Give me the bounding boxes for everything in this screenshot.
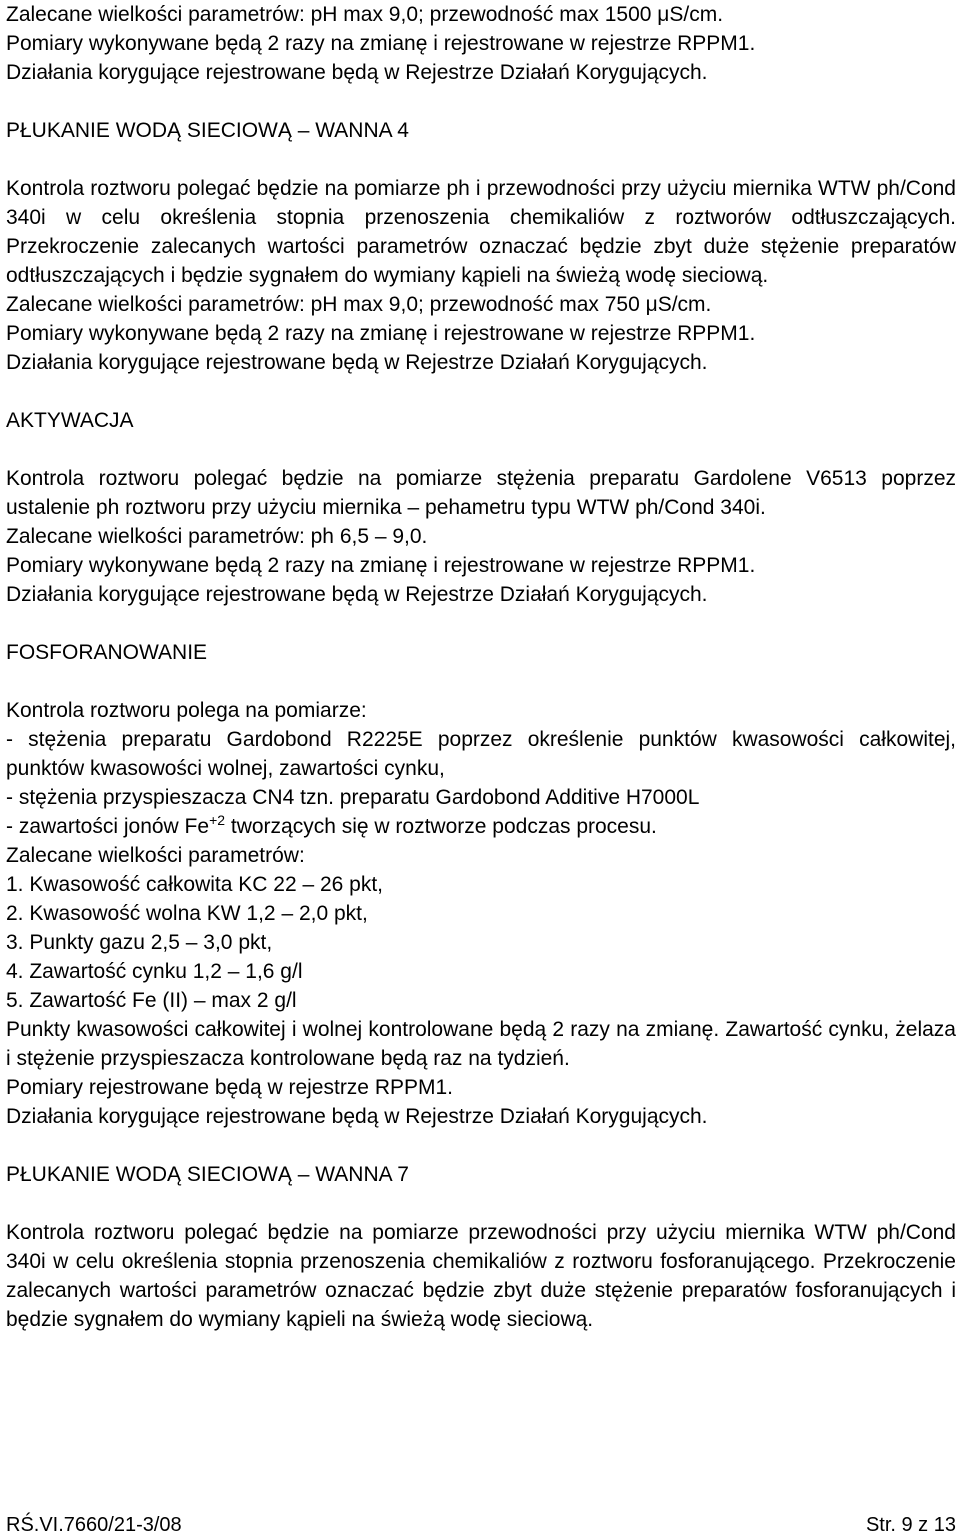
phosphating-bullet-iron-ions [6, 812, 956, 841]
intro-measurements: Pomiary wykonywane będą 2 razy na zmianę i rejestrowane w rejestrze RPPM1. [6, 32, 756, 55]
phosphating-bullet-concentration: - stężenia preparatu Gardobond R2225E poprzez określenie punktów kwasowości całkowitej, punktów kwasowości wolnej, zawartości cynku, [6, 728, 956, 780]
activation-measurements: Pomiary wykonywane będą 2 razy na zmianę i rejestrowane w rejestrze RPPM1. [6, 554, 756, 577]
activation-body: Kontrola roztworu polegać będzie na pomiarze stężenia preparatu Gardolene V6513 poprzez ustalenie ph roztworu przy użyciu miernika – pehametru typu WTW ph/Cond 340i. [6, 467, 956, 519]
page-number: Str. 9 z 13 [865, 1514, 956, 1536]
param-item-iron: 5. Zawartość Fe (II) – max 2 g/l [6, 989, 297, 1012]
rinse-tank-4-params: Zalecane wielkości parametrów: pH max 9,0; przewodność max 750 μS/cm. [6, 293, 712, 316]
param-item-gas-points: 3. Punkty gazu 2,5 – 3,0 pkt, [6, 931, 273, 954]
rinse-tank-4-corrective-actions: Działania korygujące rejestrowane będą w Rejestrze Działań Korygujących. [6, 351, 708, 374]
section-heading-rinse-tank-4: PŁUKANIE WODĄ SIECIOWĄ – WANNA 4 [6, 119, 409, 142]
rinse-tank-7-body: Kontrola roztworu polegać będzie na pomiarze przewodności przy użyciu miernika WTW ph/Cond 340i w celu określenia stopnia przenoszenia chemikaliów z roztworu fosforanującego. Przekroczenie zalecanych wartości parametrów oznaczać będzie zbyt duże stężenie preparatów fosforanujących i będzie sygnałem do wymiany kąpieli na świeżą wodę sieciową. [6, 1221, 956, 1331]
document-page [6, 0, 956, 1334]
phosphating-params-label: Zalecane wielkości parametrów: [6, 844, 305, 867]
param-item-zinc: 4. Zawartość cynku 1,2 – 1,6 g/l [6, 960, 303, 983]
rinse-tank-4-measurements: Pomiary wykonywane będą 2 razy na zmianę i rejestrowane w rejestrze RPPM1. [6, 322, 756, 345]
document-reference: RŚ.VI.7660/21-3/08 [6, 1514, 182, 1536]
page-footer [6, 1513, 956, 1537]
phosphating-intro: Kontrola roztworu polega na pomiarze: [6, 699, 367, 722]
param-item-total-acidity: 1. Kwasowość całkowita KC 22 – 26 pkt, [6, 873, 384, 896]
section-heading-phosphating: FOSFORANOWANIE [6, 641, 208, 664]
iron-ions-text-end: tworzących się w roztworze podczas procesu. [225, 815, 657, 838]
intro-corrective-actions: Działania korygujące rejestrowane będą w Rejestrze Działań Korygujących. [6, 61, 708, 84]
section-heading-activation: AKTYWACJA [6, 409, 134, 432]
iron-charge-superscript: +2 [209, 812, 226, 828]
iron-ions-text: - zawartości jonów Fe [6, 815, 210, 838]
section-heading-rinse-tank-7: PŁUKANIE WODĄ SIECIOWĄ – WANNA 7 [6, 1163, 409, 1186]
phosphating-measurements: Pomiary rejestrowane będą w rejestrze RPPM1. [6, 1076, 454, 1099]
phosphating-control-note: Punkty kwasowości całkowitej i wolnej kontrolowane będą 2 razy na zmianę. Zawartość cynku, żelaza i stężenie przyspieszacza kontrolowane będą raz na tydzień. [6, 1018, 956, 1070]
activation-params: Zalecane wielkości parametrów: ph 6,5 – 9,0. [6, 525, 428, 548]
rinse-tank-4-body: Kontrola roztworu polegać będzie na pomiarze ph i przewodności przy użyciu miernika WTW ph/Cond 340i w celu określenia stopnia przenoszenia chemikaliów z roztworów odtłuszczających. Przekroczenie zalecanych wartości parametrów oznaczać będzie zbyt duże stężenie preparatów odtłuszczających i będzie sygnałem do wymiany kąpieli na świeżą wodę sieciową. [6, 177, 956, 287]
activation-corrective-actions: Działania korygujące rejestrowane będą w Rejestrze Działań Korygujących. [6, 583, 708, 606]
phosphating-bullet-accelerator: - stężenia przyspieszacza CN4 tzn. preparatu Gardobond Additive H7000L [6, 786, 700, 809]
param-item-free-acidity: 2. Kwasowość wolna KW 1,2 – 2,0 pkt, [6, 902, 368, 925]
intro-params: Zalecane wielkości parametrów: pH max 9,0; przewodność max 1500 μS/cm. [6, 3, 724, 26]
phosphating-corrective-actions: Działania korygujące rejestrowane będą w Rejestrze Działań Korygujących. [6, 1105, 708, 1128]
